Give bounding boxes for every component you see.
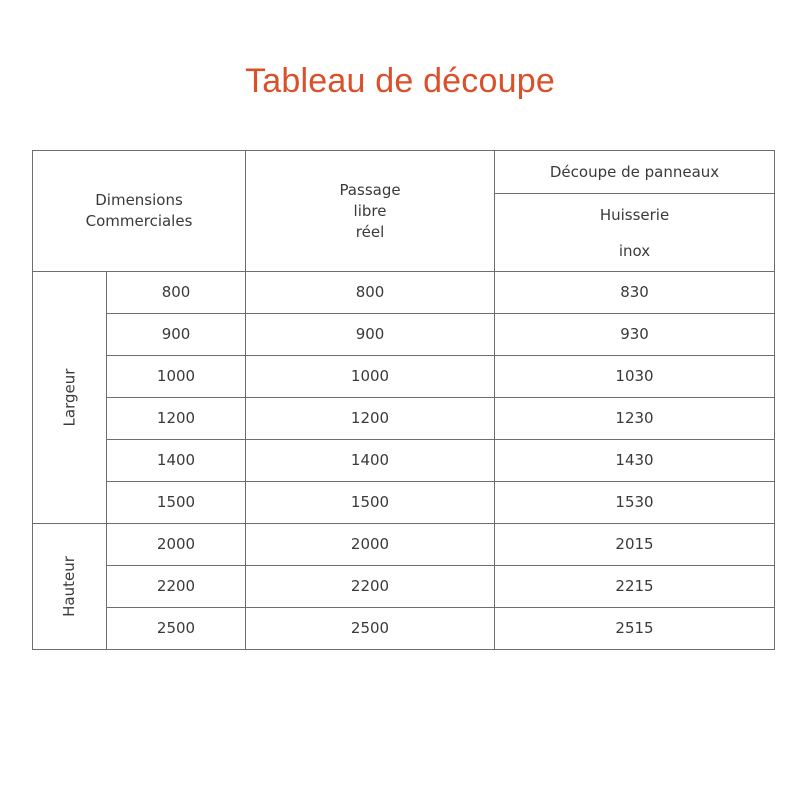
cell-decoupe: 830 (495, 272, 775, 314)
cut-table (32, 150, 775, 650)
table-row (33, 272, 775, 314)
cut-table-body (33, 151, 775, 650)
cell-passage: 2200 (246, 566, 495, 608)
header-decoupe-panneaux: Découpe de panneaux (495, 151, 775, 194)
cell-commercial: 1500 (107, 482, 246, 524)
table-row (33, 524, 775, 566)
cell-commercial: 900 (107, 314, 246, 356)
cell-commercial: 1400 (107, 440, 246, 482)
cell-decoupe: 2015 (495, 524, 775, 566)
cell-decoupe: 1030 (495, 356, 775, 398)
table-row (33, 482, 775, 524)
table-row (33, 566, 775, 608)
cell-commercial: 2500 (107, 608, 246, 650)
cell-passage: 1400 (246, 440, 495, 482)
group-cell-largeur (33, 272, 107, 524)
page-title: Tableau de découpe (245, 62, 555, 100)
table-row (33, 398, 775, 440)
cell-passage: 1200 (246, 398, 495, 440)
header-huisserie-inox (495, 194, 775, 272)
cell-decoupe: 2515 (495, 608, 775, 650)
table-row (33, 356, 775, 398)
cell-commercial: 1000 (107, 356, 246, 398)
cell-decoupe: 1530 (495, 482, 775, 524)
header-inox: inox (618, 241, 651, 260)
cell-commercial: 2200 (107, 566, 246, 608)
table-row (33, 314, 775, 356)
header-passage-libre-reel: Passage libre réel (246, 151, 495, 272)
header-row-1 (33, 151, 775, 194)
cell-passage: 1500 (246, 482, 495, 524)
group-label: Largeur (59, 368, 78, 427)
cell-passage: 2500 (246, 608, 495, 650)
cell-passage: 2000 (246, 524, 495, 566)
header-huisserie: Huisserie (599, 205, 670, 224)
group-label: Hauteur (59, 556, 78, 617)
cell-passage: 1000 (246, 356, 495, 398)
cell-decoupe: 1230 (495, 398, 775, 440)
table-row (33, 440, 775, 482)
cell-decoupe: 930 (495, 314, 775, 356)
cell-decoupe: 1430 (495, 440, 775, 482)
cell-passage: 900 (246, 314, 495, 356)
cell-decoupe: 2215 (495, 566, 775, 608)
cell-commercial: 2000 (107, 524, 246, 566)
header-dimensions-commerciales: Dimensions Commerciales (33, 151, 246, 272)
table-row (33, 608, 775, 650)
cell-commercial: 1200 (107, 398, 246, 440)
cell-commercial: 800 (107, 272, 246, 314)
group-cell-hauteur (33, 524, 107, 650)
cell-passage: 800 (246, 272, 495, 314)
